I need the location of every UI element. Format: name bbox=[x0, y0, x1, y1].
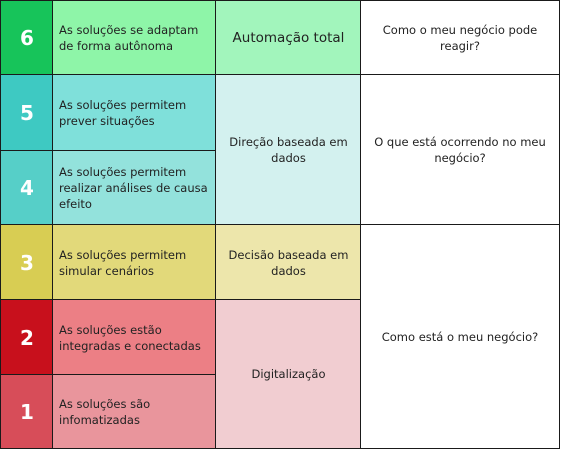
level-1-description: As soluções são infomatizadas bbox=[52, 374, 217, 449]
category-direcao-baseada-em-dados: Direção baseada em dados bbox=[215, 74, 362, 226]
level-2-description: As soluções estão integradas e conectadas bbox=[52, 299, 217, 376]
level-2-number: 2 bbox=[0, 299, 54, 376]
level-6-description: As soluções se adaptam de forma autônoma bbox=[52, 0, 217, 76]
category-digitalizacao: Digitalização bbox=[215, 299, 362, 449]
category-decisao-baseada-em-dados: Decisão baseada em dados bbox=[215, 224, 362, 301]
level-4-description: As soluções permitem realizar análises de causa efeito bbox=[52, 150, 217, 226]
category-automacao-total: Automação total bbox=[215, 0, 362, 76]
question-reagir: Como o meu negócio pode reagir? bbox=[360, 0, 560, 76]
question-como-esta: Como está o meu negócio? bbox=[360, 224, 560, 449]
level-5-number: 5 bbox=[0, 74, 54, 152]
level-3-number: 3 bbox=[0, 224, 54, 301]
level-4-number: 4 bbox=[0, 150, 54, 226]
question-ocorrendo: O que está ocorrendo no meu negócio? bbox=[360, 74, 560, 226]
level-3-description: As soluções permitem simular cenários bbox=[52, 224, 217, 301]
level-6-number: 6 bbox=[0, 0, 54, 76]
level-5-description: As soluções permitem prever situações bbox=[52, 74, 217, 152]
level-1-number: 1 bbox=[0, 374, 54, 449]
